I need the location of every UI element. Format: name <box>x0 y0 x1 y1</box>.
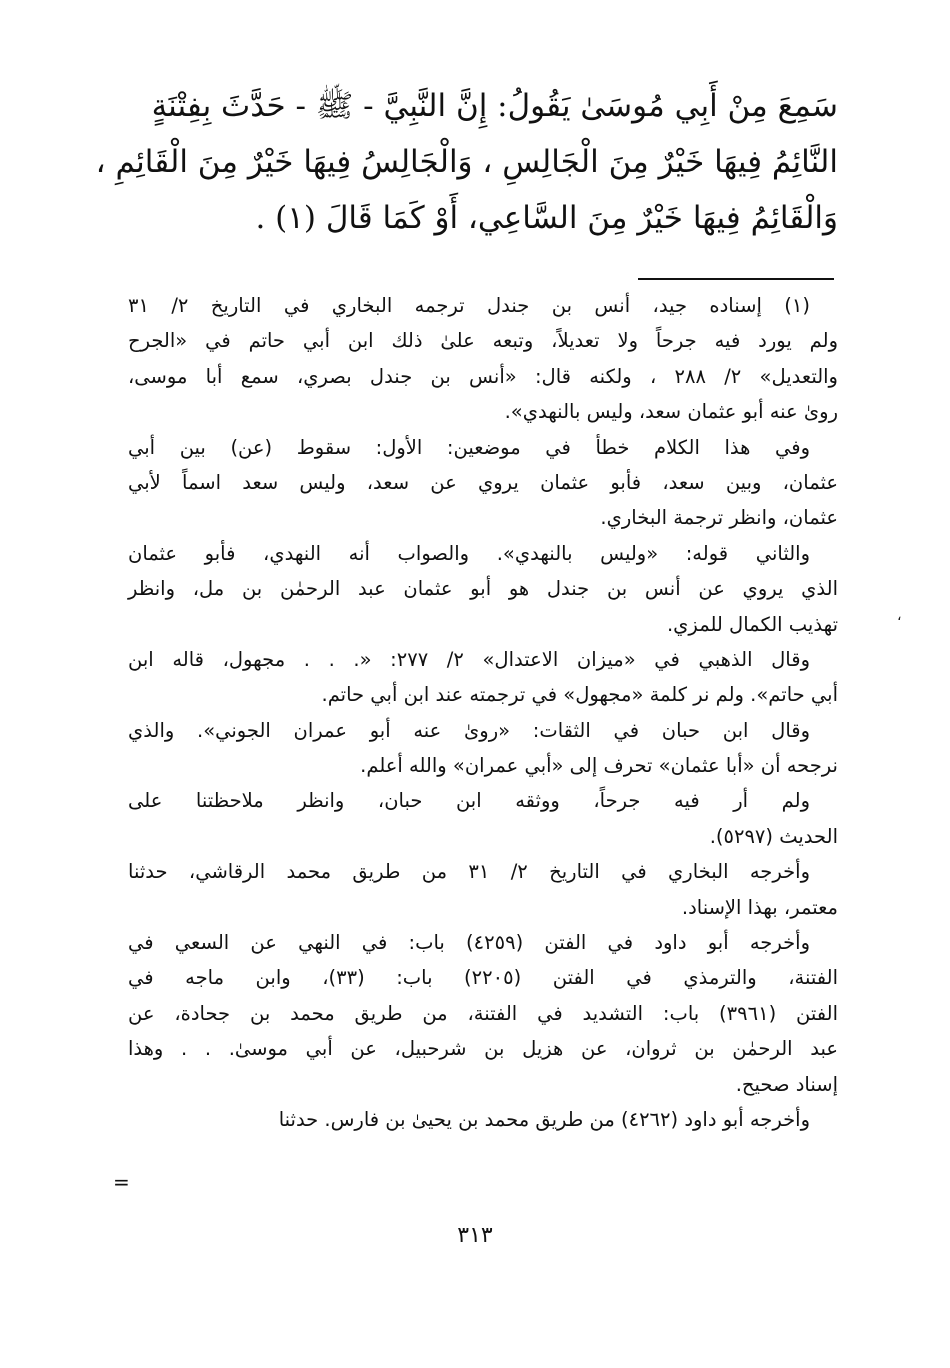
margin-mark: ، <box>897 608 902 624</box>
footnote-line: (١) إسناده جيد، أنس بن جندل ترجمه البخاري في التاريخ ٢/ ٣١ <box>128 294 810 317</box>
footnote-line: ولم يورد فيه جرحاً ولا تعديلاً، وتبعه علىٰ ذلك ابن أبي حاتم في «الجرح <box>128 329 838 353</box>
footnote-line: والثاني قوله: «وليس بالنهدي». والصواب أنه النهدي، فأبو عثمان <box>128 541 810 565</box>
hadith-line: وَالْقَائِمُ فِيهَا خَيْرٌ مِنَ السَّاعِي، أَوْ كَمَا قَالَ (١) . <box>255 200 838 236</box>
footnote-line: وفي هذا الكلام خطأ في موضعين: الأول: سقوط (عن) بين أبي <box>128 435 810 459</box>
footnote-line: وقال ابن حبان في الثقات: «روىٰ عنه أبو عمران الجوني». والذي <box>128 718 810 742</box>
footnote-line: الفتن (٣٩٦١) باب: التشديد في الفتنة، من طريق محمد بن جحادة، عن <box>128 1001 838 1025</box>
hadith-text <box>95 78 838 246</box>
footnote-line: روىٰ عنه أبو عثمان سعد، وليس بالنهدي». <box>504 400 838 424</box>
footnote-line: وأخرجه البخاري في التاريخ ٢/ ٣١ من طريق محمد الرقاشي، حدثنا <box>128 860 811 884</box>
hadith-line: النَّائِمُ فِيهَا خَيْرٌ مِنَ الْجَالِسِ ، وَالْجَالِسُ فِيهَا خَيْرٌ مِنَ الْقَائِمِ ، <box>95 144 838 180</box>
footnote-line: عثمان، وانظر ترجمة البخاري. <box>600 506 838 530</box>
footnotes <box>128 288 838 1137</box>
page-number: ٣١٣ <box>457 1223 493 1248</box>
footnote-line: وقال الذهبي في «ميزان الاعتدال» ٢/ ٢٧٧: «. . . مجهول، قاله ابن <box>128 647 810 671</box>
footnote-line: أبي حاتم». ولم نر كلمة «مجهول» في ترجمته عند ابن أبي حاتم. <box>321 683 838 707</box>
footnote-line: الحديث (٥٢٩٧). <box>709 824 838 848</box>
footnote-line: والتعديل» ٢/ ٢٨٨ ، ولكنه قال: «أنس بن جندل بصري، سمع أبا موسى، <box>128 364 838 388</box>
footnote-line: عبد الرحمٰن بن ثروان، عن هزيل بن شرحبيل، عن أبي موسىٰ. . . وهذا <box>128 1037 838 1061</box>
continuation-mark: = <box>113 1170 130 1194</box>
footnote-line: إسناد صحيح. <box>735 1072 838 1096</box>
footnote-line: الذي يروي عن أنس بن جندل هو أبو عثمان عبد الرحمٰن بن مل، وانظر <box>128 577 838 601</box>
footnote-line: وأخرجه أبو داود في الفتن (٤٢٥٩) باب: في النهي عن السعي في <box>128 931 811 955</box>
footnote-line: وأخرجه أبو داود (٤٢٦٢) من طريق محمد بن يحيىٰ بن فارس. حدثنا <box>278 1107 810 1131</box>
footnote-line: نرجحه أن «أبا عثمان» تحرف إلى «أبي عمران» والله أعلم. <box>360 754 838 778</box>
footnote-divider <box>638 278 834 280</box>
hadith-line: سَمِعَ مِنْ أَبِي مُوسَىٰ يَقُولُ: إِنَّ النَّبِيَّ - ﷺ - حَدَّثَ بِفِتْنَةٍ <box>151 88 838 124</box>
footnote-line: الفتنة، والترمذي في الفتن (٢٢٠٥) باب: (٣٣)، وابن ماجه في <box>128 966 838 990</box>
footnote-line: عثمان، وبين سعد، فأبو عثمان يروي عن سعد، وليس سعد اسماً لأبي <box>128 470 838 494</box>
footnote-line: معتمر، بهذا الإسناد. <box>681 895 838 919</box>
footnote-line: تهذيب الكمال للمزي. <box>666 612 838 636</box>
footnote-line: ولم أر فيه جرحاً، ووثقه ابن حبان، وانظر ملاحظتنا على <box>128 789 810 813</box>
